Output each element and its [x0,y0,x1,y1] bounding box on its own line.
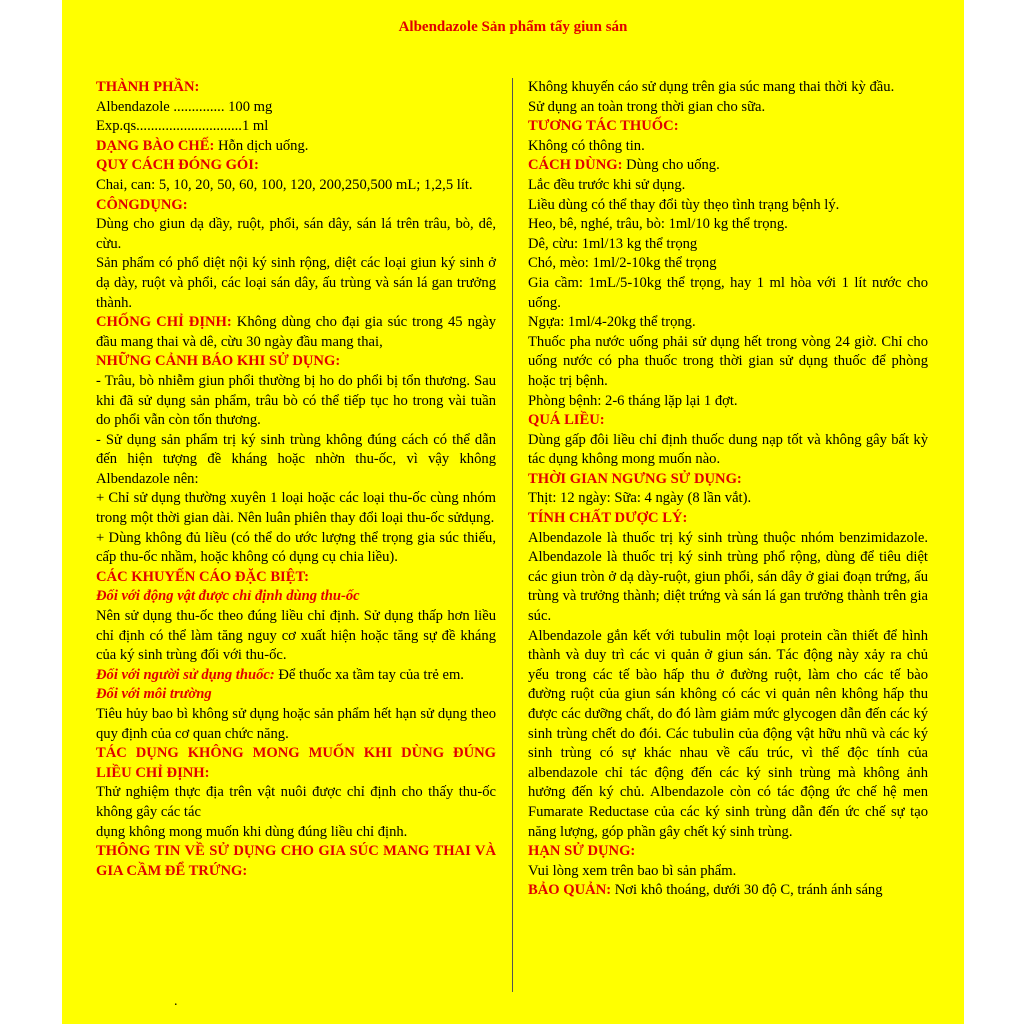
body-text: Gia cầm: 1mL/5-10kg thể trọng, hay 1 ml hòa với 1 lít nước cho uống. [528,274,928,311]
right-paragraph [528,431,928,470]
right-paragraph [528,862,928,882]
body-text: Heo, bê, nghé, trâu, bò: 1ml/10 kg thể trọng. [528,216,788,233]
section-heading: TÁC DỤNG KHÔNG MONG MUỐN KHI DÙNG ĐÚNG LIỀU CHỈ ĐỊNH: [96,745,496,781]
right-paragraph [528,98,928,118]
right-paragraph [528,196,928,216]
section-heading: CÁCH DÙNG: [528,157,623,174]
right-paragraph [528,137,928,157]
body-text: Vui lòng xem trên bao bì sản phẩm. [528,862,737,879]
section-heading: THÀNH PHẦN: [96,79,200,95]
right-paragraph [528,392,928,412]
right-paragraph [528,489,928,509]
right-paragraph [528,842,928,862]
left-paragraph [96,372,496,431]
body-text: Dùng cho uống. [622,157,720,174]
section-heading: TÍNH CHẤT DƯỢC LÝ: [528,510,688,527]
left-paragraph [96,705,496,744]
body-text: Thử nghiệm thực địa trên vật nuôi được chỉ định cho thấy thu-ốc không gây các tác [96,784,496,820]
product-label-page [62,0,964,1024]
section-heading: QUÁ LIỀU: [528,412,605,429]
body-text: Phòng bệnh: 2-6 tháng lặp lại 1 đợt. [528,392,738,409]
left-paragraph [96,117,496,137]
left-paragraph [96,744,496,783]
body-text: Albendazole gắn kết với tubulin một loại protein cần thiết để hình thành và duy trì các vi quản ở giun sán. Tác động này xảy ra chủ yếu trong các tế bào hấp thu ở đường ruột, làm cho các tế bào đường ruột của giun sán không có các vi quản nên không hấp thu được các dưỡng chất, do đó làm giảm mức glycogen dẫn đến các ký sinh trùng chết do đói. Các tubulin của động vật hữu nhũ và các ký sinh trùng có sự khác nhau về cấu trúc, vì thế độc tính của albendazole chỉ tác động đến các ký sinh trùng mà không ảnh hưởng đến ký chủ. Albendazole còn có tác động ức chế hệ men Fumarate Reductase của các ký sinh trùng dẫn đến ức chế sự tạo năng lượng, góp phần gây chết ký sinh trùng. [528,627,928,840]
section-heading: THỜI GIAN NGƯNG SỬ DỤNG: [528,470,742,487]
section-heading: QUY CÁCH ĐÓNG GÓI: [96,157,259,174]
section-heading: BẢO QUẢN: [528,882,612,899]
left-paragraph [96,215,496,254]
section-heading: NHỮNG CẢNH BÁO KHI SỬ DỤNG: [96,353,341,370]
right-paragraph [528,78,928,98]
left-paragraph [96,431,496,490]
left-paragraph [96,685,496,705]
left-paragraph [96,823,496,843]
body-text: Albendazole là thuốc trị ký sinh trùng thuộc nhóm benzimidazole. Albendazole là thuốc trị ký sinh trùng phổ rộng, dùng để tiêu diệt các giun tròn ở dạ dày-ruột, giun phổi, sán dây ở giai đoạn trứng, ấu trùng và trưởng thành; diệt trứng và sán lá gan trưởng thành trên gia súc. [528,529,928,625]
right-paragraph [528,470,928,490]
footer-mark: . [174,994,178,1009]
right-paragraph [528,529,928,627]
body-text: Thuốc pha nước uống phải sử dụng hết trong vòng 24 giờ. Chỉ cho uống nước có pha thuốc trong thời gian sử dụng thuốc để phòng hoặc trị bệnh. [528,333,928,389]
left-paragraph [96,783,496,822]
left-paragraph [96,607,496,666]
left-paragraph [96,352,496,372]
subheading: Đối với động vật được chỉ định dùng thu-ốc [96,588,360,605]
body-text: - Sử dụng sản phẩm trị ký sinh trùng không đúng cách có thể dẫn đến hiện tượng đề kháng hoặc nhờn thu-ốc, vì vậy không Albendazole nên: [96,431,496,487]
body-text: Sản phẩm có phổ diệt nội ký sinh rộng, diệt các loại giun ký sinh ở dạ dày, ruột và phổi, các loại sán dây, ấu trùng và sán lá gan trưởng thành. [96,255,496,311]
section-heading: TƯƠNG TÁC THUỐC: [528,118,679,135]
right-paragraph [528,881,928,901]
body-text: Dùng cho giun dạ dầy, ruột, phổi, sán dây, sán lá trên trâu, bò, dê, cừu. [96,216,496,252]
right-paragraph [528,156,928,176]
body-text: - Trâu, bò nhiễm giun phổi thường bị ho do phổi bị tổn thương. Sau khi đã sử dụng sản phẩm, trâu bò có thể tiếp tục ho trong vài tuần do phổi vẫn còn tổn thương. [96,372,496,429]
section-heading: DẠNG BÀO CHẾ: [96,137,215,154]
body-text: Nên sử dụng thu-ốc theo đúng liều chỉ định. Sử dụng thấp hơn liều chỉ định có thể làm tăng nguy cơ xuất hiện hoặc tăng sự đề kháng của ký sinh trùng đối với thu-ốc. [96,608,496,664]
body-text: Liều dùng có thể thay đổi tùy thẹo tình trạng bệnh lý. [528,196,840,213]
right-paragraph [528,509,928,529]
right-paragraph [528,235,928,255]
subheading: Đối với môi trường [96,686,212,703]
left-paragraph [96,842,496,881]
body-text: Thịt: 12 ngày: Sữa: 4 ngày (8 lần vắt). [528,490,752,507]
right-paragraph [528,254,928,274]
subheading: Đối với người sử dụng thuốc: [96,666,275,683]
right-paragraph [528,411,928,431]
body-text: Tiêu hủy bao bì không sử dụng hoặc sản phẩm hết hạn sử dụng theo quy định của cơ quan chức năng. [96,706,496,742]
body-text: Chó, mèo: 1ml/2-10kg thể trọng [528,255,717,272]
right-paragraph [528,627,928,843]
left-paragraph [96,137,496,157]
body-text: Dùng gấp đôi liều chỉ định thuốc dung nạp tốt và không gây bất kỳ tác dụng không mong muốn nào. [528,431,928,468]
body-text: Không dùng cho đại gia súc trong 45 ngày đầu mang thai và dê, cừu 30 ngày đầu mang thai, [96,314,497,350]
body-text: Lắc đều trước khi sử dụng. [528,176,686,193]
right-paragraph [528,215,928,235]
left-paragraph [96,156,496,176]
right-paragraph [528,313,928,333]
left-paragraph [96,489,496,528]
left-paragraph [96,98,496,118]
left-paragraph [96,587,496,607]
left-paragraph [96,254,496,313]
body-text: Sử dụng an toàn trong thời gian cho sữa. [528,98,766,115]
body-text: Exp.qs.............................1 ml [96,118,269,135]
left-paragraph [96,529,496,568]
right-paragraph [528,274,928,313]
body-text: Nơi khô thoáng, dưới 30 độ C, tránh ánh sáng [611,882,883,899]
left-paragraph [96,666,496,686]
right-paragraph [528,176,928,196]
section-heading: CHỐNG CHỈ ĐỊNH: [96,314,232,331]
body-text: Albendazole .............. 100 mg [96,98,273,115]
body-text: Không khuyến cáo sử dụng trên gia súc mang thai thời kỳ đầu. [528,79,895,95]
section-heading: HẠN SỬ DỤNG: [528,843,636,860]
left-column [96,78,496,881]
body-text: + Chỉ sử dụng thường xuyên 1 loại hoặc các loại thu-ốc cùng nhóm trong một thời gian dài. Nên luân phiên thay đổi loại thu-ốc sửdụng. [96,490,496,527]
body-text: Không có thông tin. [528,137,645,154]
body-text: + Dùng không đủ liều (có thể do ước lượng thể trọng gia súc thiếu, cấp thu-ốc nhầm, hoặc không có dụng cụ chia liều). [96,529,496,566]
section-heading: CÔNGDỤNG: [96,196,188,213]
body-text: Ngựa: 1ml/4-20kg thể trọng. [528,314,696,331]
section-heading: THÔNG TIN VỀ SỬ DỤNG CHO GIA SÚC MANG THAI VÀ GIA CẦM ĐỂ TRỨNG: [96,843,496,879]
left-paragraph [96,196,496,216]
left-paragraph [96,176,496,196]
left-paragraph [96,78,496,98]
body-text: dụng không mong muốn khi dùng đúng liều chỉ định. [96,823,408,840]
section-heading: CÁC KHUYẾN CÁO ĐẶC BIỆT: [96,568,309,585]
left-paragraph [96,313,496,352]
page-title: Albendazole Sản phẩm tẩy giun sán [398,19,628,35]
right-paragraph [528,117,928,137]
body-text: Chai, can: 5, 10, 20, 50, 60, 100, 120, 200,250,500 mL; 1,2,5 lít. [96,176,473,193]
body-text: Để thuốc xa tầm tay của trẻ em. [274,666,464,683]
body-text: Dê, cừu: 1ml/13 kg thể trọng [528,235,698,252]
body-text: Hỗn dịch uống. [214,137,309,154]
left-paragraph [96,568,496,588]
column-divider [512,78,513,992]
right-column [528,78,928,901]
right-paragraph [528,333,928,392]
